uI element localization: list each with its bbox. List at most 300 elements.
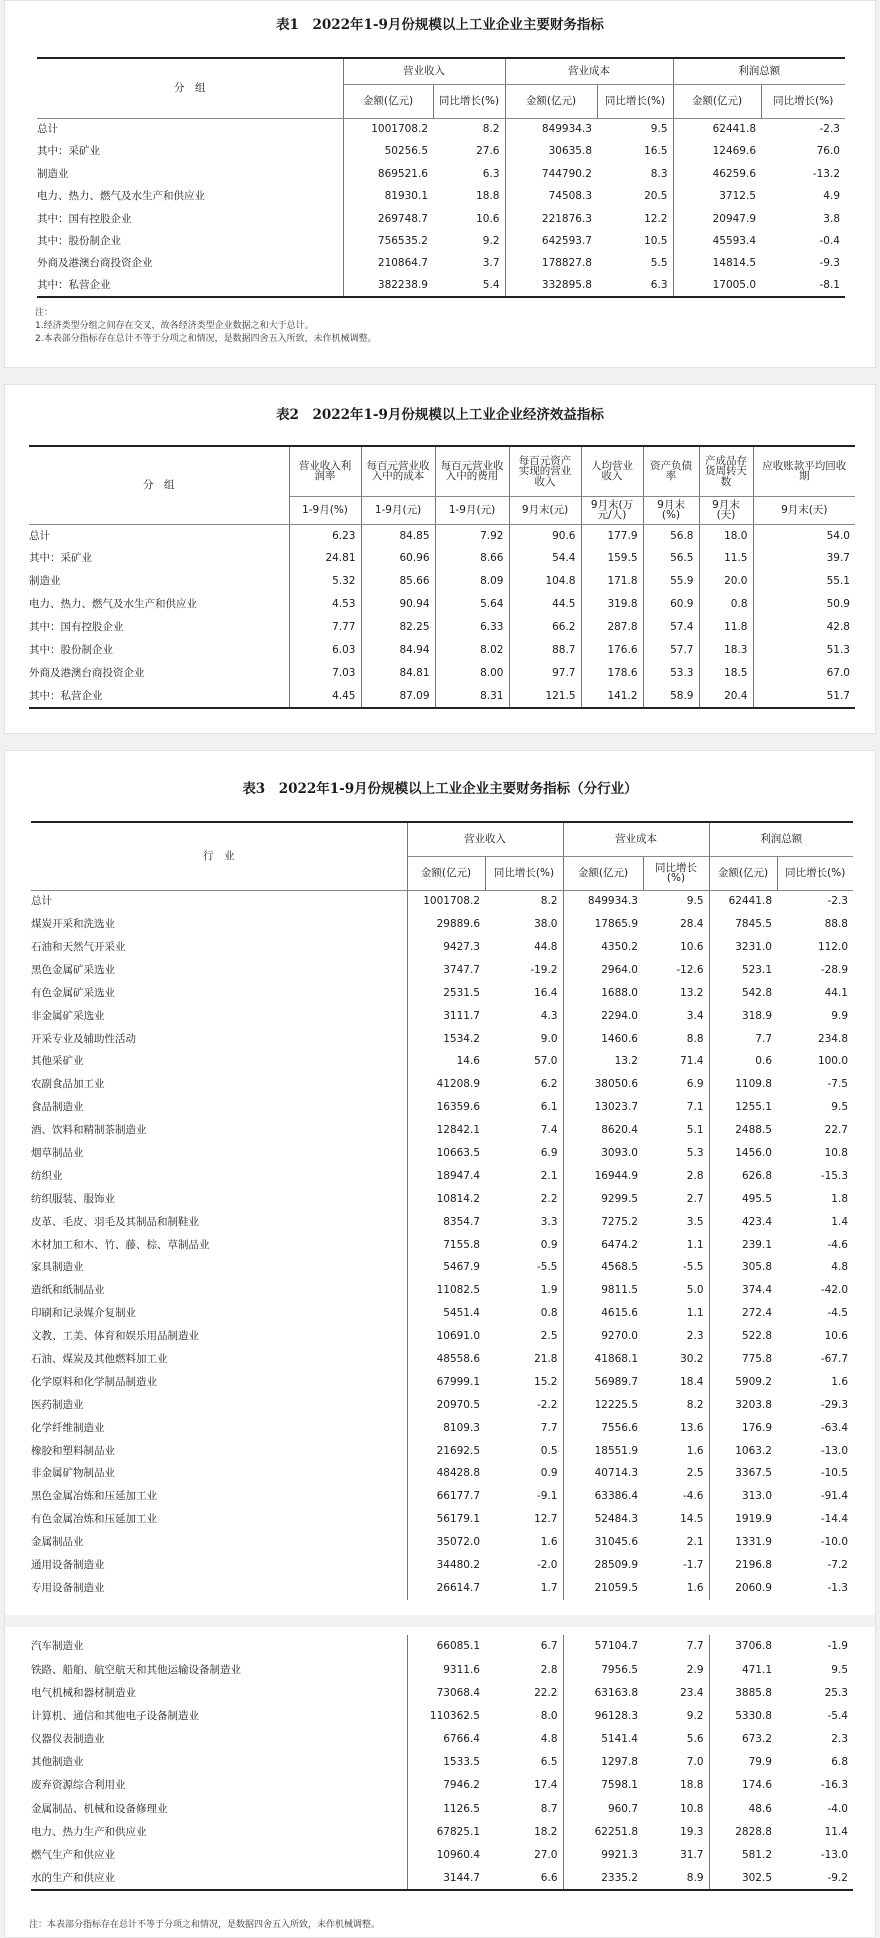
- cell-value: 7598.1: [601, 1779, 638, 1792]
- table-row: [31, 1705, 853, 1728]
- cell-value: -15.3: [820, 1169, 848, 1182]
- cell-value: 12225.5: [594, 1398, 638, 1411]
- cell-value: 31045.6: [594, 1536, 638, 1549]
- table-row: [37, 208, 845, 230]
- cell-value: 24.81: [289, 547, 361, 570]
- cell-value: 28.4: [643, 913, 709, 936]
- row-label: 其中：国有控股企业: [37, 208, 343, 230]
- cell-value: 20.4: [699, 685, 753, 708]
- cell-value: 2828.8: [735, 1825, 772, 1838]
- cell-value: 8.02: [435, 639, 509, 662]
- cell-value: -2.3: [827, 895, 848, 908]
- table-row: [31, 1233, 853, 1256]
- cell-value: 79.9: [748, 1756, 772, 1769]
- cell-value: 8.66: [435, 547, 509, 570]
- row-label: 非金属矿采选业: [31, 1004, 407, 1027]
- row-label: 制造业: [29, 570, 289, 593]
- cell-value: 7.7: [485, 1416, 563, 1439]
- table1-subheader-yoy: 同比增长(%): [597, 84, 673, 118]
- cell-value: 34480.2: [436, 1559, 480, 1572]
- table-row: [31, 1508, 853, 1531]
- cell-value: 30.2: [643, 1348, 709, 1371]
- table1-title: 表1 2022年1-9月份规模以上工业企业主要财务指标: [276, 17, 604, 33]
- cell-value: 319.8: [581, 593, 643, 616]
- cell-value: -2.2: [485, 1394, 563, 1417]
- cell-value: 8.09: [435, 570, 509, 593]
- cell-value: 6.3: [433, 163, 505, 185]
- table-row: [31, 1371, 853, 1394]
- row-label: 废弃资源综合利用业: [31, 1774, 407, 1797]
- row-label: 开采专业及辅助性活动: [31, 1027, 407, 1050]
- cell-value: 11.8: [699, 616, 753, 639]
- table-row: [37, 140, 845, 162]
- cell-value: 12469.6: [712, 145, 756, 158]
- cell-value: 9.0: [485, 1027, 563, 1050]
- cell-value: 423.4: [741, 1215, 772, 1228]
- cell-value: 30635.8: [548, 145, 592, 158]
- cell-value: 471.1: [741, 1663, 772, 1676]
- table2-header-col: 营业收入利润率: [289, 446, 361, 496]
- cell-value: 0.8: [485, 1302, 563, 1325]
- cell-value: 66.2: [509, 616, 581, 639]
- cell-value: 8.3: [597, 163, 673, 185]
- cell-value: 88.7: [509, 639, 581, 662]
- table2-header-group: 分 组: [29, 446, 289, 524]
- cell-value: 7.7: [643, 1635, 709, 1658]
- table-row: [29, 524, 855, 547]
- cell-value: 110362.5: [429, 1709, 480, 1722]
- cell-value: 6474.2: [601, 1238, 638, 1251]
- cell-value: 9.2: [643, 1705, 709, 1728]
- cell-value: 10.6: [643, 936, 709, 959]
- table-row: [31, 1554, 853, 1577]
- note-line: 1.经济类型分组之间存在交叉，故各经济类型企业数据之和大于总计。: [35, 321, 314, 331]
- cell-value: 1.9: [485, 1279, 563, 1302]
- cell-value: 6.3: [597, 275, 673, 297]
- cell-value: 85.66: [361, 570, 435, 593]
- cell-value: 7.03: [289, 662, 361, 685]
- table2-header-unit: 1-9月(%): [289, 496, 361, 524]
- cell-value: 25.3: [824, 1686, 848, 1699]
- table-row: [31, 982, 853, 1005]
- cell-value: 53.3: [643, 662, 699, 685]
- cell-value: 4350.2: [601, 940, 638, 953]
- cell-value: 67.0: [826, 667, 850, 680]
- cell-value: 159.5: [581, 547, 643, 570]
- cell-value: 31.7: [643, 1844, 709, 1867]
- cell-value: 14.6: [456, 1055, 480, 1068]
- table-row: [31, 1165, 853, 1188]
- cell-value: 1919.9: [735, 1513, 772, 1526]
- table2-header-unit: 9月末(万元/人): [581, 496, 643, 524]
- cell-value: 88.8: [824, 918, 848, 931]
- row-label: 造纸和纸制品业: [31, 1279, 407, 1302]
- cell-value: 2060.9: [735, 1581, 772, 1594]
- cell-value: 3747.7: [443, 963, 480, 976]
- table3-continued: [31, 1635, 853, 1891]
- table-row: [29, 570, 855, 593]
- cell-value: 7556.6: [601, 1421, 638, 1434]
- cell-value: 5.6: [643, 1728, 709, 1751]
- cell-value: 2.8: [643, 1165, 709, 1188]
- cell-value: 18.8: [643, 1774, 709, 1797]
- table-row: [29, 639, 855, 662]
- table3-header-profit: 利润总额: [709, 822, 853, 856]
- row-label: 其中：采矿业: [37, 140, 343, 162]
- row-label: 计算机、通信和其他电子设备制造业: [31, 1705, 407, 1728]
- cell-value: 3712.5: [719, 190, 756, 203]
- table-row: [31, 1462, 853, 1485]
- cell-value: 67825.1: [436, 1825, 480, 1838]
- table1-header-profit: 利润总额: [673, 58, 845, 84]
- cell-value: 14.5: [643, 1508, 709, 1531]
- row-label: 石油和天然气开采业: [31, 936, 407, 959]
- table2-header-col: 应收账款平均回收期: [753, 446, 855, 496]
- cell-value: 21692.5: [436, 1444, 480, 1457]
- cell-value: 3231.0: [735, 940, 772, 953]
- cell-value: 11082.5: [436, 1284, 480, 1297]
- cell-value: 5.5: [597, 252, 673, 274]
- cell-value: 76.0: [816, 145, 840, 158]
- cell-value: 18.4: [643, 1371, 709, 1394]
- cell-value: 2.9: [643, 1658, 709, 1681]
- cell-value: 5.0: [643, 1279, 709, 1302]
- cell-value: 1533.5: [443, 1756, 480, 1769]
- row-label: 其中：股份制企业: [37, 230, 343, 252]
- table-row: [29, 616, 855, 639]
- row-label: 医药制造业: [31, 1394, 407, 1417]
- cell-value: 18947.4: [436, 1169, 480, 1182]
- cell-value: 54.4: [509, 547, 581, 570]
- table-row: [31, 1531, 853, 1554]
- cell-value: -42.0: [820, 1284, 848, 1297]
- cell-value: 13.6: [643, 1416, 709, 1439]
- cell-value: 2.5: [643, 1462, 709, 1485]
- cell-value: 869521.6: [377, 167, 428, 180]
- row-label: 纺织服装、服饰业: [31, 1188, 407, 1211]
- cell-value: 50256.5: [384, 145, 428, 158]
- table-row: [31, 1325, 853, 1348]
- cell-value: 26614.7: [436, 1581, 480, 1594]
- row-label: 家具制造业: [31, 1256, 407, 1279]
- table-row: [37, 252, 845, 274]
- cell-value: 6.8: [831, 1756, 848, 1769]
- cell-value: 57.7: [643, 639, 699, 662]
- table2: [29, 445, 855, 709]
- table-row: [31, 1681, 853, 1704]
- table1: [37, 57, 845, 298]
- cell-value: 15.2: [485, 1371, 563, 1394]
- cell-value: 11.5: [699, 547, 753, 570]
- table2-header-col: 产成品存货周转天数: [699, 446, 753, 496]
- table2-header-unit: 1-9月(元): [361, 496, 435, 524]
- cell-value: -29.3: [820, 1398, 848, 1411]
- cell-value: 12842.1: [436, 1124, 480, 1137]
- cell-value: 626.8: [741, 1169, 772, 1182]
- cell-value: 178.6: [581, 662, 643, 685]
- cell-value: 6.7: [485, 1635, 563, 1658]
- table3-header-industry: 行 业: [31, 822, 407, 890]
- cell-value: 523.1: [741, 963, 772, 976]
- cell-value: 9811.5: [601, 1284, 638, 1297]
- table-row: [31, 1844, 853, 1867]
- cell-value: 3706.8: [735, 1640, 772, 1653]
- cell-value: 5467.9: [443, 1261, 480, 1274]
- cell-value: 313.0: [741, 1490, 772, 1503]
- row-label: 石油、煤炭及其他燃料加工业: [31, 1348, 407, 1371]
- table-row: [31, 1256, 853, 1279]
- cell-value: 84.81: [361, 662, 435, 685]
- cell-value: -9.1: [485, 1485, 563, 1508]
- cell-value: 0.5: [485, 1439, 563, 1462]
- cell-value: 6.9: [485, 1142, 563, 1165]
- table2-header-unit: 9月末(元): [509, 496, 581, 524]
- row-label: 金属制品业: [31, 1531, 407, 1554]
- table1-header-group: 分 组: [37, 58, 343, 118]
- cell-value: 21.8: [485, 1348, 563, 1371]
- cell-value: 54.0: [826, 529, 850, 542]
- cell-value: 96128.3: [594, 1709, 638, 1722]
- cell-value: 67999.1: [436, 1375, 480, 1388]
- table-row: [31, 1004, 853, 1027]
- cell-value: 16.5: [597, 140, 673, 162]
- cell-value: -91.4: [820, 1490, 848, 1503]
- cell-value: 7.92: [435, 524, 509, 547]
- cell-value: 2.1: [643, 1531, 709, 1554]
- cell-value: 90.94: [361, 593, 435, 616]
- row-label: 烟草制品业: [31, 1142, 407, 1165]
- cell-value: 44.5: [509, 593, 581, 616]
- cell-value: 3.7: [433, 252, 505, 274]
- cell-value: 5909.2: [735, 1375, 772, 1388]
- row-label: 总计: [31, 890, 407, 913]
- table-row: [37, 185, 845, 207]
- cell-value: 2.7: [643, 1188, 709, 1211]
- row-label: 其中：私营企业: [29, 685, 289, 708]
- cell-value: 9.5: [643, 890, 709, 913]
- cell-value: 6.1: [485, 1096, 563, 1119]
- cell-value: 1.7: [485, 1577, 563, 1600]
- cell-value: 73068.4: [436, 1686, 480, 1699]
- cell-value: 3.8: [823, 212, 840, 225]
- table3-title: 表3 2022年1-9月份规模以上工业企业主要财务指标（分行业）: [242, 781, 638, 797]
- cell-value: 3.5: [643, 1210, 709, 1233]
- cell-value: 10691.0: [436, 1330, 480, 1343]
- cell-value: 8.2: [433, 118, 505, 140]
- cell-value: 38.0: [485, 913, 563, 936]
- table1-header-cost: 营业成本: [505, 58, 673, 84]
- cell-value: 48558.6: [436, 1353, 480, 1365]
- cell-value: 2.2: [485, 1188, 563, 1211]
- cell-value: 176.6: [581, 639, 643, 662]
- cell-value: 3885.8: [735, 1686, 772, 1699]
- cell-value: 5330.8: [735, 1709, 772, 1722]
- cell-value: 6766.4: [443, 1733, 480, 1746]
- cell-value: 5451.4: [443, 1307, 480, 1320]
- row-label: 其他采矿业: [31, 1050, 407, 1073]
- cell-value: 84.94: [361, 639, 435, 662]
- cell-value: 81930.1: [384, 190, 428, 203]
- cell-value: 8.00: [435, 662, 509, 685]
- table-row: [37, 163, 845, 185]
- cell-value: 7.1: [643, 1096, 709, 1119]
- cell-value: 16359.6: [436, 1101, 480, 1114]
- cell-value: 8.7: [485, 1797, 563, 1820]
- cell-value: 8.9: [643, 1867, 709, 1890]
- row-label: 黑色金属矿采选业: [31, 959, 407, 982]
- cell-value: 5.32: [289, 570, 361, 593]
- table3-subheader-yoy: 同比增长(%): [777, 856, 853, 890]
- cell-value: 57104.7: [594, 1640, 638, 1653]
- cell-value: 1.6: [643, 1439, 709, 1462]
- cell-value: 1255.1: [735, 1101, 772, 1114]
- cell-value: 18551.9: [594, 1444, 638, 1457]
- row-label: 木材加工和木、竹、藤、棕、草制品业: [31, 1233, 407, 1256]
- cell-value: 7.0: [643, 1751, 709, 1774]
- cell-value: -19.2: [485, 959, 563, 982]
- cell-value: 374.4: [741, 1284, 772, 1297]
- cell-value: 756535.2: [377, 234, 428, 247]
- table3-subheader-amount: 金额(亿元): [407, 856, 485, 890]
- cell-value: 4.8: [485, 1728, 563, 1751]
- table3: [31, 821, 853, 1600]
- table3-subheader-yoy: 同比增长(%): [643, 856, 709, 890]
- cell-value: 18.0: [699, 524, 753, 547]
- cell-value: 10.8: [824, 1146, 848, 1159]
- cell-value: 29889.6: [436, 918, 480, 931]
- cell-value: 100.0: [817, 1055, 848, 1068]
- cell-value: 1.8: [831, 1192, 848, 1205]
- row-label: 电力、热力生产和供应业: [31, 1821, 407, 1844]
- row-label: 汽车制造业: [31, 1635, 407, 1658]
- cell-value: 62251.8: [594, 1825, 638, 1838]
- cell-value: 1126.5: [443, 1802, 480, 1815]
- cell-value: -10.0: [820, 1536, 848, 1549]
- cell-value: 302.5: [709, 1867, 777, 1890]
- cell-value: 2196.8: [735, 1559, 772, 1572]
- table-row: [31, 1728, 853, 1751]
- table-row: [31, 890, 853, 913]
- cell-value: 121.5: [509, 685, 581, 708]
- row-label: 制造业: [37, 163, 343, 185]
- cell-value: 74508.3: [548, 190, 592, 203]
- cell-value: 56.5: [643, 547, 699, 570]
- cell-value: 744790.2: [541, 167, 592, 180]
- cell-value: 178827.8: [541, 257, 592, 270]
- row-label: 其中：国有控股企业: [29, 616, 289, 639]
- row-label: 外商及港澳台商投资企业: [37, 252, 343, 274]
- cell-value: -16.3: [820, 1779, 848, 1792]
- cell-value: 1534.2: [443, 1032, 480, 1045]
- cell-value: -13.2: [812, 167, 840, 180]
- row-label: 燃气生产和供应业: [31, 1844, 407, 1867]
- cell-value: 1001708.2: [423, 895, 480, 908]
- row-label: 其中：股份制企业: [29, 639, 289, 662]
- cell-value: 9311.6: [443, 1663, 480, 1676]
- cell-value: 1297.8: [601, 1756, 638, 1769]
- cell-value: 7155.8: [443, 1238, 480, 1251]
- table-row: [31, 1867, 853, 1890]
- cell-value: 63386.4: [594, 1490, 638, 1503]
- table2-panel: [4, 384, 876, 734]
- cell-value: 13023.7: [594, 1101, 638, 1114]
- cell-value: 4.3: [485, 1004, 563, 1027]
- table-row: [31, 1439, 853, 1462]
- table-row: [31, 1073, 853, 1096]
- row-label: 总计: [29, 524, 289, 547]
- cell-value: -4.6: [827, 1238, 848, 1251]
- cell-value: 6.6: [485, 1867, 563, 1890]
- cell-value: 19.3: [643, 1821, 709, 1844]
- row-label: 通用设备制造业: [31, 1554, 407, 1577]
- cell-value: 40714.3: [594, 1467, 638, 1480]
- row-label: 黑色金属冶炼和压延加工业: [31, 1485, 407, 1508]
- cell-value: 287.8: [581, 616, 643, 639]
- row-label: 外商及港澳台商投资企业: [29, 662, 289, 685]
- row-label: 有色金属冶炼和压延加工业: [31, 1508, 407, 1531]
- cell-value: -8.1: [761, 275, 845, 297]
- cell-value: 22.7: [824, 1124, 848, 1137]
- table2-header-col: 人均营业收入: [581, 446, 643, 496]
- table3-panel: [4, 750, 876, 1938]
- table-row: [31, 1635, 853, 1658]
- cell-value: 1.1: [643, 1233, 709, 1256]
- cell-value: 6.33: [435, 616, 509, 639]
- cell-value: -7.2: [827, 1559, 848, 1572]
- table-row: [29, 547, 855, 570]
- cell-value: 1.1: [643, 1302, 709, 1325]
- cell-value: 1331.9: [735, 1536, 772, 1549]
- table-row: [31, 959, 853, 982]
- cell-value: 0.9: [485, 1462, 563, 1485]
- page-break: [5, 1615, 875, 1627]
- row-label: 铁路、船舶、航空航天和其他运输设备制造业: [31, 1658, 407, 1681]
- row-label: 皮革、毛皮、羽毛及其制品和制鞋业: [31, 1210, 407, 1233]
- cell-value: 2964.0: [601, 963, 638, 976]
- cell-value: 52484.3: [594, 1513, 638, 1526]
- cell-value: 17.4: [485, 1774, 563, 1797]
- row-label: 其中：采矿业: [29, 547, 289, 570]
- cell-value: 56179.1: [436, 1513, 480, 1526]
- cell-value: 39.7: [826, 552, 850, 565]
- cell-value: 66085.1: [436, 1640, 480, 1653]
- table2-header-unit: 9月末(天): [699, 496, 753, 524]
- row-label: 电气机械和器材制造业: [31, 1681, 407, 1704]
- cell-value: 51.3: [826, 644, 850, 657]
- cell-value: 9921.3: [601, 1849, 638, 1862]
- cell-value: 7275.2: [601, 1215, 638, 1228]
- row-label: 非金属矿物制品业: [31, 1462, 407, 1485]
- cell-value: 9.5: [831, 1663, 848, 1676]
- cell-value: 55.9: [643, 570, 699, 593]
- table-row: [31, 1119, 853, 1142]
- cell-value: 8.31: [435, 685, 509, 708]
- cell-value: 9.9: [831, 1009, 848, 1022]
- row-label: 专用设备制造业: [31, 1577, 407, 1600]
- cell-value: 21059.5: [594, 1581, 638, 1594]
- cell-value: 10960.4: [436, 1849, 480, 1862]
- table-row: [31, 1027, 853, 1050]
- cell-value: -5.4: [827, 1709, 848, 1722]
- row-label: 其中：私营企业: [37, 275, 343, 297]
- cell-value: 87.09: [361, 685, 435, 708]
- cell-value: 849934.3: [587, 895, 638, 908]
- cell-value: 112.0: [817, 940, 848, 953]
- cell-value: 57.0: [485, 1050, 563, 1073]
- cell-value: -1.3: [827, 1581, 848, 1594]
- table2-title: 表2 2022年1-9月份规模以上工业企业经济效益指标: [276, 407, 604, 423]
- cell-value: 8.8: [643, 1027, 709, 1050]
